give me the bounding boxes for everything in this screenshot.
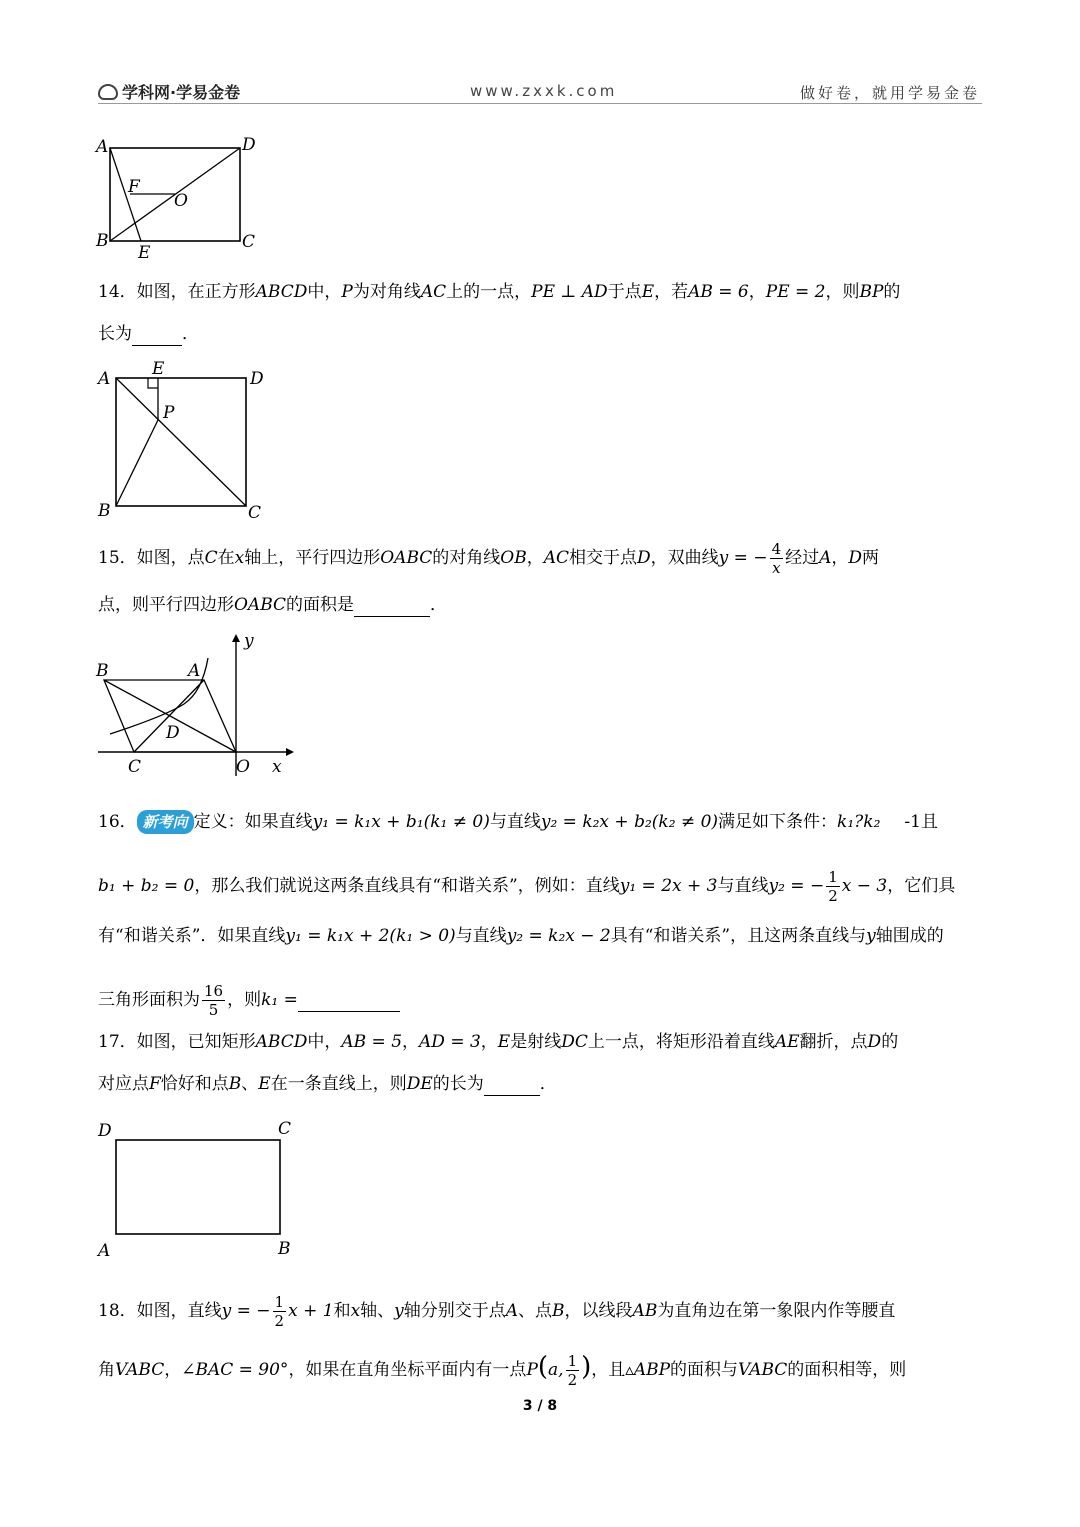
fig13-label-E: E [138, 243, 151, 260]
answer-blank-14[interactable] [132, 323, 182, 346]
question-16: 16． 新考向 定义：如果直线y₁ = k₁x + b₁(k₁ ≠ 0)与直线y₂ = k₂x + b₂(k₂ ≠ 0)满足如下条件：k₁?k₂ -1且 [98, 812, 938, 832]
question-17: 17．如图，已知矩形ABCD中，AB = 5，AD = 3，E是射线DC上一点，将矩形沿着直线AE翻折，点D的 [98, 1032, 899, 1052]
fig13-label-A: A [96, 137, 109, 157]
figure-15 [90, 630, 300, 780]
owl-logo-icon [98, 84, 118, 100]
fig13-label-B: B [96, 231, 109, 251]
header-slogan: 做好卷，就用学易金卷 [799, 84, 980, 102]
question-14-line2: 长为 ． [98, 324, 199, 344]
question-14: 14．如图，在正方形ABCD中，P为对角线AC上的一点，PE ⊥ AD于点E，若AB = 6，PE = 2，则BP的 [98, 282, 901, 302]
fig15-label-B: B [96, 661, 109, 681]
site-url[interactable]: www.zxxk.com [470, 82, 618, 100]
fig15-label-y: y [244, 631, 254, 651]
fig17-label-D: D [98, 1121, 112, 1141]
fig15-label-x: x [272, 757, 282, 777]
fig15-label-O: O [236, 757, 250, 777]
fig17-label-B: B [278, 1239, 291, 1259]
answer-blank-16[interactable] [298, 989, 400, 1012]
figure-14 [90, 356, 280, 524]
header-divider [98, 103, 982, 104]
question-18: 18．如图，直线y = − $\frac{1}{2}$ x + 1和x轴、y轴分别交于点A、点B，以线段AB为直角边在第一象限内作等腰直 [98, 1293, 896, 1330]
fraction-16-over-5: $\frac{16}{5}$ [204, 982, 224, 1019]
fig14-label-E: E [152, 359, 165, 379]
fig17-label-C: C [278, 1119, 292, 1139]
answer-blank-15[interactable] [354, 594, 430, 617]
fraction-1-over-2: $\frac{1}{2}$ [567, 1352, 578, 1389]
fig14-label-P: P [163, 403, 175, 423]
fig14-label-B: B [98, 501, 111, 521]
fig15-label-C: C [128, 757, 142, 777]
fraction-1-over-2: $\frac{1}{2}$ [274, 1293, 285, 1330]
answer-blank-17[interactable] [484, 1073, 540, 1096]
fig13-label-O: O [174, 191, 188, 211]
fig13-label-D: D [242, 135, 256, 155]
question-17-line2: 对应点F恰好和点B、E在一条直线上，则DE的长为 ． [98, 1074, 557, 1094]
site-logo [98, 80, 240, 103]
fraction-4-over-x: $\frac{4}{x}$ [771, 540, 782, 577]
fig13-label-C: C [242, 232, 256, 252]
logo-text: 学科网·学易金卷 [122, 83, 241, 102]
page-number: 3 / 8 [522, 1398, 558, 1414]
fraction-1-over-2: $\frac{1}{2}$ [828, 868, 838, 905]
question-15: 15．如图，点C在x轴上，平行四边形OABC的对角线OB，AC相交于点D，双曲线y = − $\frac{4}{x}$ 经过A，D两 [98, 540, 880, 577]
fig14-label-D: D [250, 369, 264, 389]
fig14-label-A: A [98, 369, 111, 389]
figure-17 [90, 1114, 310, 1262]
fig14-label-C: C [248, 503, 262, 523]
new-trend-badge: 新考向 [137, 810, 194, 834]
question-16-line4: 三角形面积为 $\frac{16}{5}$ ，则k₁ = [98, 982, 982, 1019]
fig17-label-A: A [98, 1241, 111, 1261]
question-15-line2: 点，则平行四边形OABC的面积是 ． [98, 595, 448, 615]
fig13-label-F: F [128, 177, 140, 197]
question-18-line2: 角VABC，∠BAC = 90°，如果在直角坐标平面内有一点P(a, $\frac{1}{2}$ )，且▵ABP的面积与VABC的面积相等，则 [98, 1352, 907, 1389]
fig15-label-D: D [166, 723, 180, 743]
question-16-line2: b₁ + b₂ = 0，那么我们就说这两条直线具有“和谐关系”，例如：直线y₁ = 2x + 3与直线y₂ = − $\frac{1}{2}$ x − 3，它们具 [98, 868, 956, 905]
figure-13 [90, 132, 270, 260]
fig15-label-A: A [188, 661, 201, 681]
question-16-line3: 有“和谐关系”．如果直线y₁ = k₁x + 2(k₁ > 0)与直线y₂ = k₂x − 2具有“和谐关系”，且这两条直线与y轴围成的 [98, 926, 944, 946]
